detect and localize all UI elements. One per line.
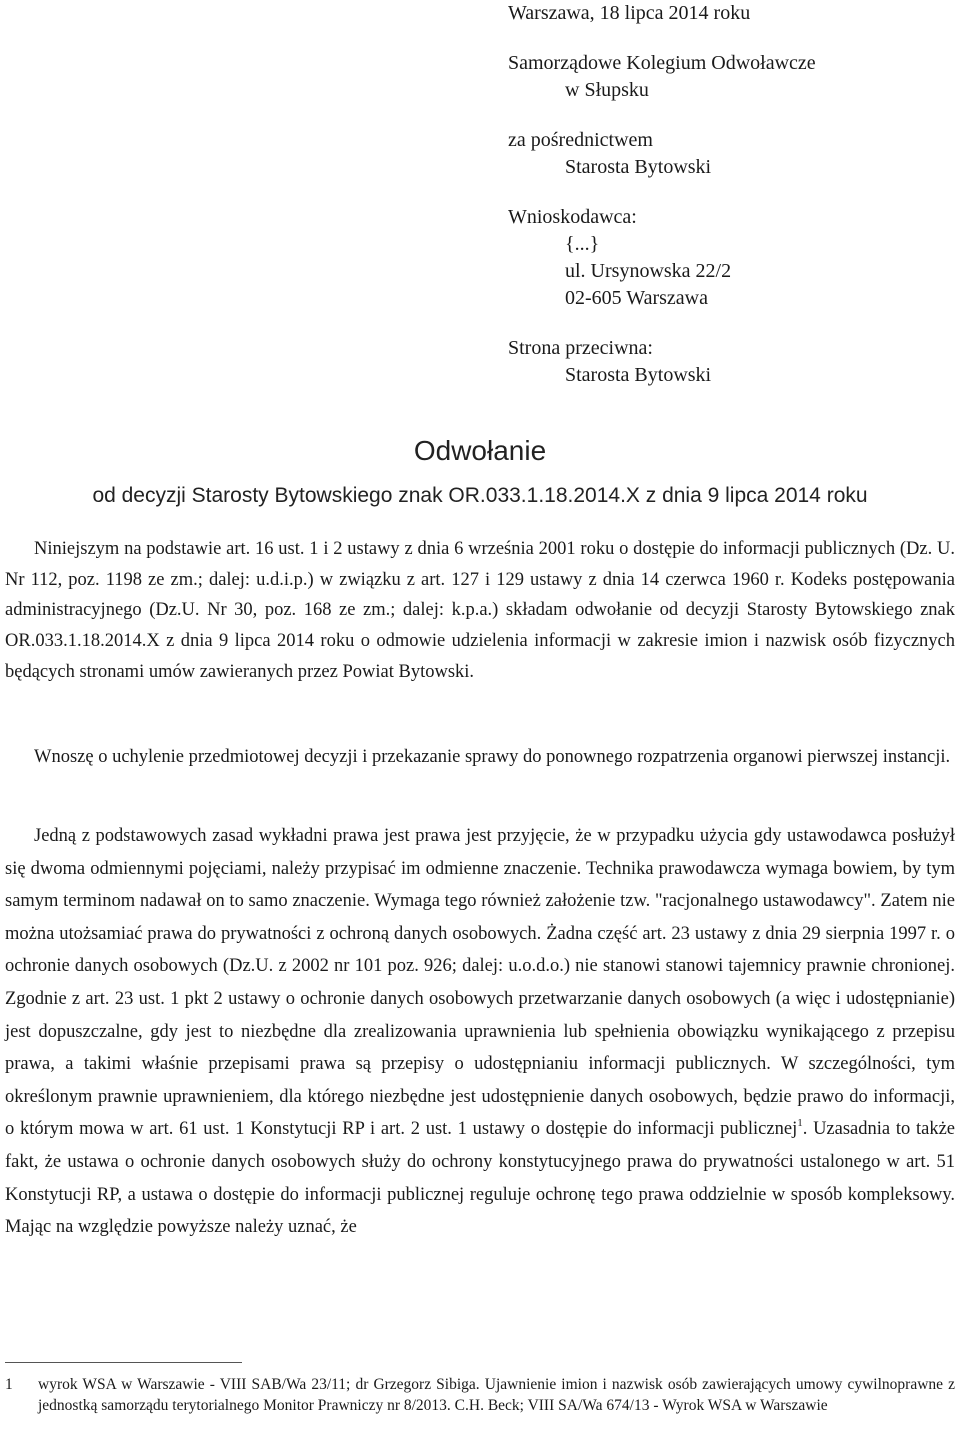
justification-text-part-2: . Uzasadnia to także fakt, że ustawa o ochronie danych osobowych służy do ochrony konstytucyjnego prawa do prywatności ustalonego w art. 51 Konstytucji RP, a ustawa o dostępie do informacji publicznej reguluje ochronę tego prawa oddzielnie w sposób kompleksowy. Mając na względzie powyższe należy uznać, że [5, 1119, 956, 1238]
applicant-label: Wnioskodawca: [508, 206, 637, 228]
opposing-party-label: Strona przeciwna: [508, 337, 653, 359]
paragraph-legal-basis: Niniejszym na podstawie art. 16 ust. 1 i 2 ustawy z dnia 6 września 2001 roku o dostępie do informacji publicznych (Dz. U. Nr 112, poz. 1198 ze zm.; dalej: u.d.i.p.) w związku z art. 127 i 129 ustawy z dnia 14 czerwca 1960 r. Kodeks postępowania administracyjnego (Dz.U. Nr 30, poz. 168 ze zm.; dalej: k.p.a.) składam odwołanie od decyzji Starosty Bytowskiego znak OR.033.1.18.2014.X z dnia 9 lipca 2014 roku o odmowie udzielenia informacji w zakresie imion i nazwisk osób fizycznych będących stronami umów zawieranych przez Powiat Bytowski. [5, 539, 955, 682]
letter-header [508, 0, 948, 389]
footnote-text: wyrok WSA w Warszawie - VIII SAB/Wa 23/11; dr Grzegorz Sibiga. Ujawnienie imion i nazwisk osób zawierających umowy cywilnoprawne z jednostką samorządu terytorialnego Monitor Prawniczy nr 8/2013. C.H. Beck; VIII SA/Wa 674/13 - Wyrok WSA w Warszawie [38, 1376, 955, 1414]
addressee-line-1: Samorządowe Kolegium Odwoławcze [508, 52, 816, 74]
via-label: za pośrednictwem [508, 129, 653, 151]
footnote-number: 1 [5, 1376, 13, 1393]
paragraph-request: Wnoszę o uchylenie przedmiotowej decyzji i przekazanie sprawy do ponownego rozpatrzenia organowi pierwszej instancji. [34, 747, 951, 767]
paragraph-justification [5, 820, 955, 1244]
via-name: Starosta Bytowski [565, 156, 712, 178]
document-title: Odwołanie [413, 435, 547, 466]
justification-text-part-1: Jedną z podstawowych zasad wykładni prawa jest prawa jest przyjęcie, że w przypadku użycia gdy ustawodawca posłużył się dwoma odmiennymi pojęciami, należy przypisać im odmienne znaczenie. Technika prawodawcza wymaga bowiem, by tym samym terminom nadawał on to samo znaczenie. Wymaga tego również założenie tzw. "racjonalnego ustawodawcy". Zatem nie można utożsamiać prawa do prywatności z ochroną danych osobowych. Żadna część art. 23 ustawy z dnia 29 sierpnia 1997 r. o ochronie danych osobowych (Dz.U. z 2002 nr 101 poz. 926; dalej: u.o.d.o.) nie stanowi stanowi tajemnicy prawnie chronionej. Zgodnie z art. 23 ust. 1 pkt 2 ustawy o ochronie danych osobowych przetwarzanie danych osobowych (a więc i udostępnianie) jest dopuszczalne, gdy jest to niezbędne dla zrealizowania uprawnienia lub spełnienia obowiązku wynikającego z przepisu prawa, a takimi właśnie przepisami prawa są przepisy o udostępnianiu informacji publicznych. W szczególności, tym określonym prawnie uprawnieniem, dla którego niezbędne jest udostępnienie danych osobowych, będzie prawo do informacji, o którym mowa w art. 61 ust. 1 Konstytucji RP i art. 2 ust. 1 ustawy o dostępie do informacji publicznej [5, 826, 955, 1140]
applicant-city: 02-605 Warszawa [565, 287, 708, 309]
applicant-street: ul. Ursynowska 22/2 [565, 260, 732, 282]
addressee-line-2: w Słupsku [565, 79, 649, 101]
footnote-separator [5, 1362, 242, 1363]
letter-date: Warszawa, 18 lipca 2014 roku [508, 2, 751, 24]
applicant-name: {...} [565, 233, 600, 255]
opposing-party-name: Starosta Bytowski [565, 364, 712, 386]
document-subtitle: od decyzji Starosty Bytowskiego znak OR.033.1.18.2014.X z dnia 9 lipca 2014 roku [92, 484, 868, 507]
footnote-reference: 1 [797, 1117, 803, 1130]
footnote [5, 1374, 955, 1416]
